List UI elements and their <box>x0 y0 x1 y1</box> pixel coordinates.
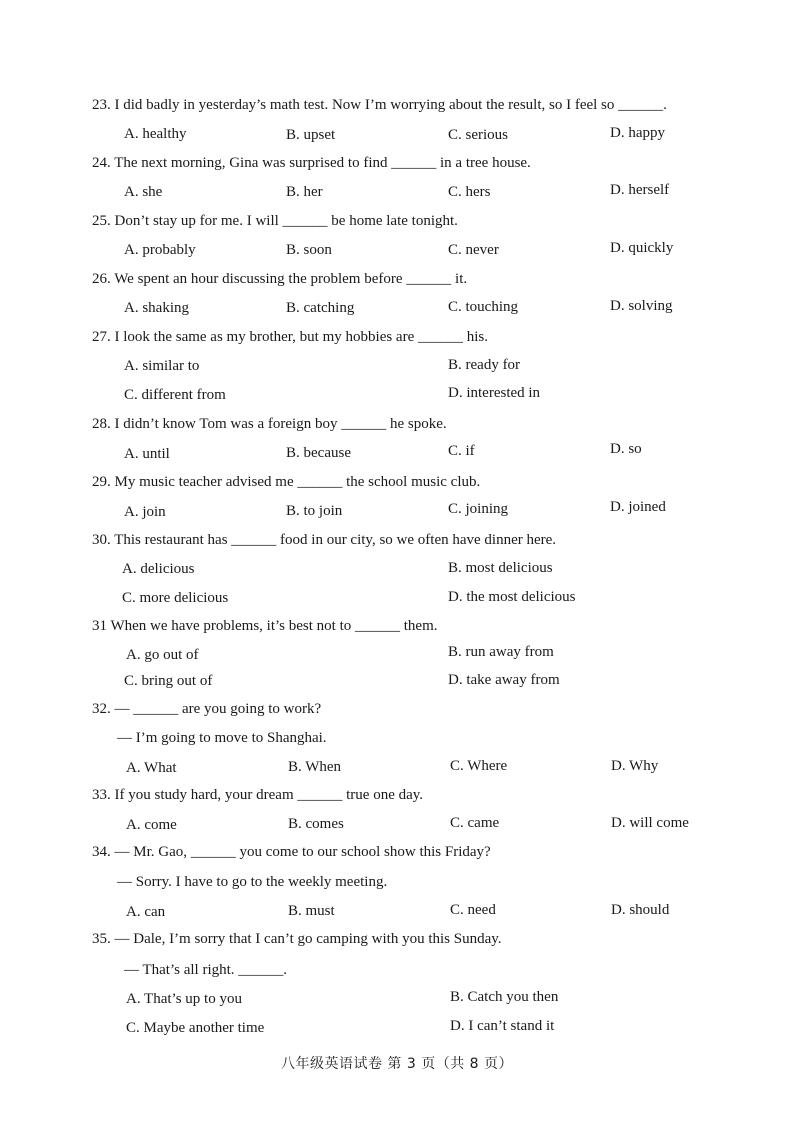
q35-option-c: C. Maybe another time <box>126 1020 265 1036</box>
q28-option-a: A. until <box>124 446 170 462</box>
q26-option-d: D. solving <box>610 298 673 314</box>
question-35-reply: — That’s all right. ______. <box>124 962 288 978</box>
q28-option-b: B. because <box>286 445 351 461</box>
question-29-stem: 29. My music teacher advised me ______ the school music club. <box>92 474 481 490</box>
question-25-stem: 25. Don’t stay up for me. I will ______ be home late tonight. <box>92 213 458 229</box>
q35-option-b: B. Catch you then <box>450 989 559 1005</box>
q30-option-c: C. more delicious <box>122 590 229 606</box>
q26-option-b: B. catching <box>286 300 355 316</box>
q26-option-c: C. touching <box>448 299 518 315</box>
q35-option-d: D. I can’t stand it <box>450 1018 555 1034</box>
question-33-stem: 33. If you study hard, your dream ______ true one day. <box>92 787 424 803</box>
question-34-reply: — Sorry. I have to go to the weekly meeting. <box>117 874 388 890</box>
question-34-stem: 34. — Mr. Gao, ______ you come to our school show this Friday? <box>92 844 491 860</box>
q23-option-a: A. healthy <box>124 126 187 142</box>
page-footer: 八年级英语试卷 第 3 页（共 8 页） <box>280 1056 514 1072</box>
q23-option-b: B. upset <box>286 127 336 143</box>
q33-option-c: C. came <box>450 815 500 831</box>
question-26-stem: 26. We spent an hour discussing the problem before ______ it. <box>92 271 468 287</box>
question-31-stem: 31 When we have problems, it’s best not to ______ them. <box>92 618 438 634</box>
q32-option-a: A. What <box>126 760 177 776</box>
q24-option-b: B. her <box>286 184 323 200</box>
question-35-stem: 35. — Dale, I’m sorry that I can’t go camping with you this Sunday. <box>92 931 502 947</box>
q30-option-d: D. the most delicious <box>448 589 576 605</box>
q23-option-c: C. serious <box>448 127 508 143</box>
q34-option-d: D. should <box>611 902 670 918</box>
q28-option-c: C. if <box>448 443 475 459</box>
q33-option-b: B. comes <box>288 816 344 832</box>
q31-option-c: C. bring out of <box>124 673 213 689</box>
q25-option-b: B. soon <box>286 242 332 258</box>
q29-option-b: B. to join <box>286 503 343 519</box>
q27-option-d: D. interested in <box>448 385 541 401</box>
q31-option-b: B. run away from <box>448 644 554 660</box>
q27-option-b: B. ready for <box>448 357 521 373</box>
q32-option-b: B. When <box>288 759 342 775</box>
q31-option-d: D. take away from <box>448 672 560 688</box>
q25-option-c: C. never <box>448 242 499 258</box>
q24-option-a: A. she <box>124 184 163 200</box>
q28-option-d: D. so <box>610 441 642 457</box>
q33-option-a: A. come <box>126 817 177 833</box>
question-32-stem: 32. — ______ are you going to work? <box>92 701 322 717</box>
q27-option-c: C. different from <box>124 387 226 403</box>
question-28-stem: 28. I didn’t know Tom was a foreign boy ______ he spoke. <box>92 416 447 432</box>
q34-option-a: A. can <box>126 904 166 920</box>
question-27-stem: 27. I look the same as my brother, but my hobbies are ______ his. <box>92 329 488 345</box>
q33-option-d: D. will come <box>611 815 689 831</box>
q32-option-c: C. Where <box>450 758 508 774</box>
q35-option-a: A. That’s up to you <box>126 991 242 1007</box>
q24-option-c: C. hers <box>448 184 491 200</box>
q32-option-d: D. Why <box>611 758 659 774</box>
question-24-stem: 24. The next morning, Gina was surprised to find ______ in a tree house. <box>92 155 531 171</box>
q23-option-d: D. happy <box>610 125 665 141</box>
q29-option-d: D. joined <box>610 499 666 515</box>
q24-option-d: D. herself <box>610 182 670 198</box>
q30-option-a: A. delicious <box>122 561 195 577</box>
q30-option-b: B. most delicious <box>448 560 553 576</box>
q27-option-a: A. similar to <box>124 358 200 374</box>
q26-option-a: A. shaking <box>124 300 189 316</box>
q29-option-c: C. joining <box>448 501 509 517</box>
question-23-stem: 23. I did badly in yesterday’s math test. Now I’m worrying about the result, so I feel so ______. <box>92 97 667 113</box>
q25-option-a: A. probably <box>124 242 196 258</box>
q31-option-a: A. go out of <box>126 647 199 663</box>
q25-option-d: D. quickly <box>610 240 674 256</box>
q29-option-a: A. join <box>124 504 166 520</box>
q34-option-c: C. need <box>450 902 496 918</box>
q34-option-b: B. must <box>288 903 335 919</box>
question-30-stem: 30. This restaurant has ______ food in our city, so we often have dinner here. <box>92 532 557 548</box>
question-32-reply: — I’m going to move to Shanghai. <box>117 730 327 746</box>
